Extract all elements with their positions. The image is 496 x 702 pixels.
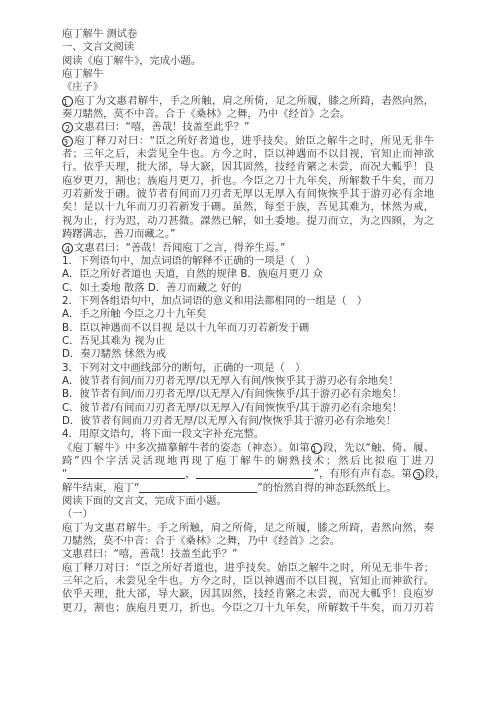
paragraph-number-badge: 1 — [62, 96, 73, 107]
question-4-text: 踦”四个字活灵活现地再现了庖丁解牛的娴熟技术；然后比拟庖丁进刀 — [62, 455, 434, 467]
question-2-option: A．手之所触 今臣之刀十九年矣 — [62, 308, 207, 321]
paragraph-3-line: 3 庖丁释刀对曰：“臣之所好者道也，进乎技矣。始臣之解牛之时，所见无非牛 — [63, 134, 434, 147]
question-2: 2．下列各组语句中，加点词语的意义和用法都相同的一组是（ ） — [62, 294, 368, 307]
section-heading: 一、文言文阅读 — [62, 41, 135, 54]
part-heading: （一） — [62, 508, 93, 521]
answer-blank[interactable] — [67, 468, 185, 479]
question-1-option: C．如土委地 散落 D．善刀而藏之 好的 — [62, 281, 242, 294]
question-3-option: D．彼节者有间而刀刃者无厚/以无厚入有间/恢恢乎其于游刃必有余地矣！ — [62, 414, 397, 427]
question-2-option: D．奏刀騞然 怵然为戒 — [62, 348, 166, 361]
paragraph-3-line: 庖岁更刀，割也；族庖月更刀，折也。今臣之刀十九年矣，所解数千牛矣，而刀 — [62, 174, 434, 187]
document-title: 庖丁解牛 测试卷 — [62, 28, 138, 40]
paragraph-3-line: 刃若新发于硎。彼节者有间而刀刃者无厚以无厚入有间恢恢乎其于游刃必有余地 — [62, 188, 434, 201]
paragraph-number-badge: 1 — [311, 443, 322, 454]
paragraph-3-line: 者；三年之后，未尝见全牛也。方今之时，臣以神遇而不以目视，官知止而神欲 — [62, 148, 434, 161]
paragraph-number-badge: 3 — [62, 136, 73, 147]
reading-instruction: 阅读下面的文言文，完成下面小题。 — [62, 495, 227, 508]
question-4-text: 解牛结束，庖丁“ ”的怡然自得的神态跃然纸上。 — [62, 481, 397, 494]
repeated-passage-line: 刀騞然，莫不中音：合于《桑林》之舞，乃中《经首》之会。 — [62, 535, 341, 548]
paragraph-number-badge: 3 — [413, 469, 424, 480]
question-3: 3．下列对文中画线部分的断句，正确的一项是（ ） — [62, 361, 306, 374]
repeated-passage-line: 文惠君曰：“嘻，善哉！技盖至此乎？” — [62, 548, 238, 561]
passage-title: 庖丁解牛 — [62, 68, 104, 81]
reading-instruction: 阅读《庖丁解牛》，完成小题。 — [62, 54, 202, 67]
paragraph-number-badge: 2 — [62, 122, 73, 133]
paragraph-3-line: 矣！是以十九年而刀刃若新发于硎。虽然，每至于族，吾见其难为，怵然为戒， — [62, 201, 434, 214]
question-4: 4．用原文语句，将下面一段文字补充完整。 — [62, 428, 265, 441]
question-2-option: C．吾见其难为 视为止 — [62, 334, 166, 347]
question-2-option: B．臣以神遇而不以目视 是以十九年而刀刃若新发于硎 — [62, 321, 310, 334]
repeated-passage-line: 庖丁为文惠君解牛。手之所触，肩之所倚，足之所履，膝之所踦，砉然向然，奏 — [62, 521, 434, 534]
paragraph-number-badge: 4 — [62, 243, 73, 254]
answer-blank[interactable] — [139, 482, 257, 493]
repeated-passage-line: 庖丁释刀对曰：“臣之所好者道也，进乎技矣。始臣之解牛之时，所见无非牛者； — [62, 561, 434, 574]
repeated-passage-line: 依乎天理，批大郤，导大窾，因其固然，技经肯綮之未尝，而况大軱乎！良庖岁 — [62, 588, 434, 601]
question-4-text: “ ， ”，有形有声有态。第 3 段， — [62, 468, 446, 481]
repeated-passage-line: 更刀，割也；族庖月更刀，折也。今臣之刀十九年矣，所解数千牛矣，而刀刃若 — [62, 601, 434, 614]
paragraph-3-line: 踌躇满志，善刀而藏之。” — [62, 228, 176, 241]
paragraph-3-line: 视为止，行为迟，动刀甚微。謋然已解，如土委地。提刀而立，为之四顾，为之 — [62, 214, 434, 227]
question-3-option: C．彼节者/有间而刀刃者无厚/以无厚入/有间恢恢乎/其于游刃必有余地矣！ — [62, 401, 403, 414]
paragraph-4-line: 4 文惠君曰：“善哉！吾闻庖丁之言，得养生焉。” — [62, 242, 434, 255]
question-3-option: B．彼节者有间/而刀刃者无厚/以无厚入/有间恢恢乎/其于游刃必有余地矣！ — [62, 388, 403, 401]
question-1: 1．下列语句中，加点词语的解释不正确的一项是（ ） — [62, 254, 316, 267]
paragraph-3-line: 行。依乎天理，批大郤，导大窾，因其固然，技经肯綮之未尝，而况大軱乎！良 — [62, 161, 434, 174]
passage-source: 《庄子》 — [62, 81, 104, 94]
question-3-option: A．彼节者有间/而刀刃者无厚/以无厚入有间/恢恢乎其于游刃必有余地矣！ — [62, 374, 399, 387]
document-page — [62, 28, 446, 615]
paragraph-2-line: 2 文惠君曰：“嘻，善哉！技盖至此乎？” — [62, 121, 434, 134]
question-4-text: 《庖丁解牛》中多次描摹解牛者的姿态（神态）。如第 1 段，先以“触、倚、履、 — [62, 441, 434, 454]
paragraph-1-line: 1 庖丁为文惠君解牛，手之所触，肩之所倚，足之所履，膝之所踦，砉然向然， — [63, 94, 434, 107]
repeated-passage-line: 三年之后，未尝见全牛也。方今之时，臣以神遇而不以目视，官知止而神欲行。 — [62, 575, 434, 588]
paragraph-1-line: 奏刀騞然，莫不中音。合于《桑林》之舞，乃中《经首》之会。 — [62, 108, 351, 121]
question-1-option: A．臣之所好者道也 天道，自然的规律 B．族庖月更刀 众 — [62, 268, 323, 281]
answer-blank[interactable] — [196, 468, 314, 479]
